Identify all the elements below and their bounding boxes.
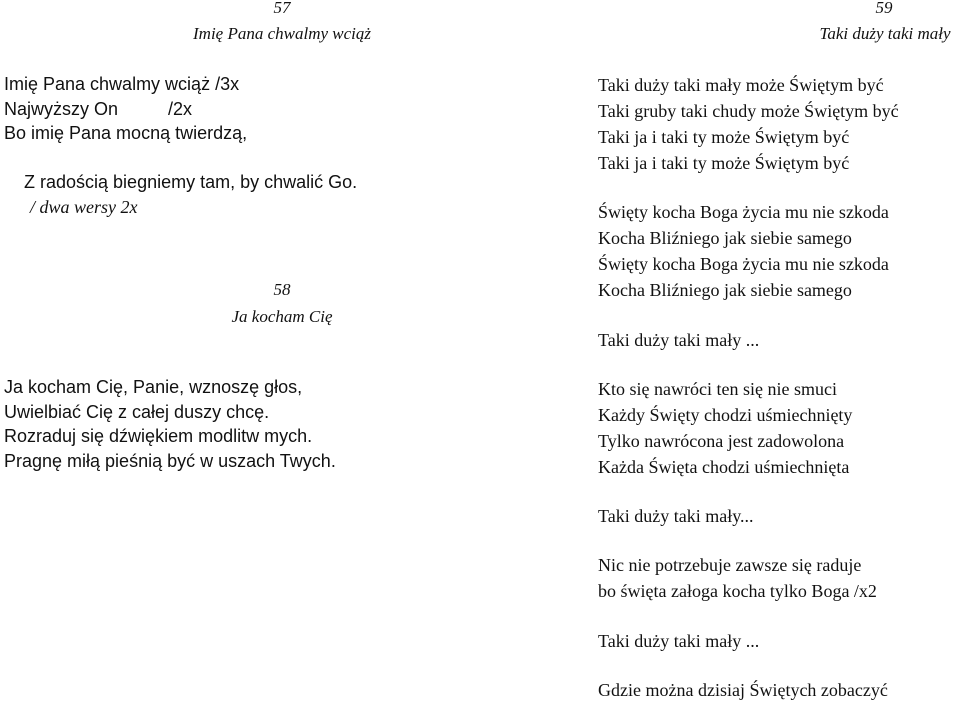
lyric-line: Kto się nawróci ten się nie smuci xyxy=(598,379,837,399)
refrain-line: Taki duży taki mały... xyxy=(598,506,754,526)
lyric-line: Najwyższy On /2x xyxy=(4,98,193,119)
song-number: 58 xyxy=(273,280,291,299)
lyric-line: Święty kocha Boga życia mu nie szkoda xyxy=(598,202,889,222)
refrain-line: Taki duży taki mały ... xyxy=(598,631,760,651)
lyric-line: Bo imię Pana mocną twierdzą, xyxy=(4,123,248,143)
song-title: Taki duży taki mały xyxy=(819,24,951,43)
lyric-line: Pragnę miłą pieśnią być w uszach Twych. xyxy=(4,450,336,471)
song-59-stanza-1 xyxy=(598,72,899,176)
lyric-line: Taki ja i taki ty może Świętym być xyxy=(598,153,850,173)
lyric-line: Nic nie potrzebuje zawsze się raduje xyxy=(598,555,862,575)
lyric-line: Kocha Bliźniego jak siebie samego xyxy=(598,228,852,248)
lyric-line: Taki ja i taki ty może Świętym być xyxy=(598,127,850,147)
lyric-line: Uwielbiać Cię z całej duszy chcę. xyxy=(4,401,270,422)
lyric-line: Kocha Bliźniego jak siebie samego xyxy=(598,280,852,300)
song-title: Ja kocham Cię xyxy=(231,307,333,326)
song-title: Imię Pana chwalmy wciąż xyxy=(193,24,371,43)
lyric-line: Każda Święta chodzi uśmiechnięta xyxy=(598,457,850,477)
lyric-line: Ja kocham Cię, Panie, wznoszę głos, xyxy=(4,377,303,397)
song-number: 57 xyxy=(273,0,291,17)
repeat-note: / dwa wersy 2x xyxy=(30,196,138,217)
lyric-line: Święty kocha Boga życia mu nie szkoda xyxy=(598,254,889,274)
lyric-line: Tylko nawrócona jest zadowolona xyxy=(598,431,845,451)
lyric-line: Taki duży taki mały może Świętym być xyxy=(598,75,884,95)
lyric-line xyxy=(4,146,357,244)
song-59-stanza-4 xyxy=(598,552,877,604)
lyric-line: Gdzie można dzisiaj Świętych zobaczyć xyxy=(598,680,888,700)
song-59-stanza-2 xyxy=(598,199,889,303)
lyric-line: Rozraduj się dźwiękiem modlitw mych. xyxy=(4,426,313,446)
lyric-line: bo święta załoga kocha tylko Boga /x2 xyxy=(598,581,877,601)
song-57-lyrics xyxy=(4,72,357,244)
lyric-line: Taki gruby taki chudy może Świętym być xyxy=(598,101,899,121)
song-59-stanza-3 xyxy=(598,376,852,480)
lyric-line: Każdy Święty chodzi uśmiechnięty xyxy=(598,405,853,425)
song-58-lyrics xyxy=(4,375,336,473)
refrain-line: Taki duży taki mały ... xyxy=(598,330,760,350)
lyric-line: Imię Pana chwalmy wciąż /3x xyxy=(4,74,240,94)
song-number: 59 xyxy=(875,0,893,17)
lyric-line-main: Z radością biegniemy tam, by chwalić Go. xyxy=(24,172,358,192)
